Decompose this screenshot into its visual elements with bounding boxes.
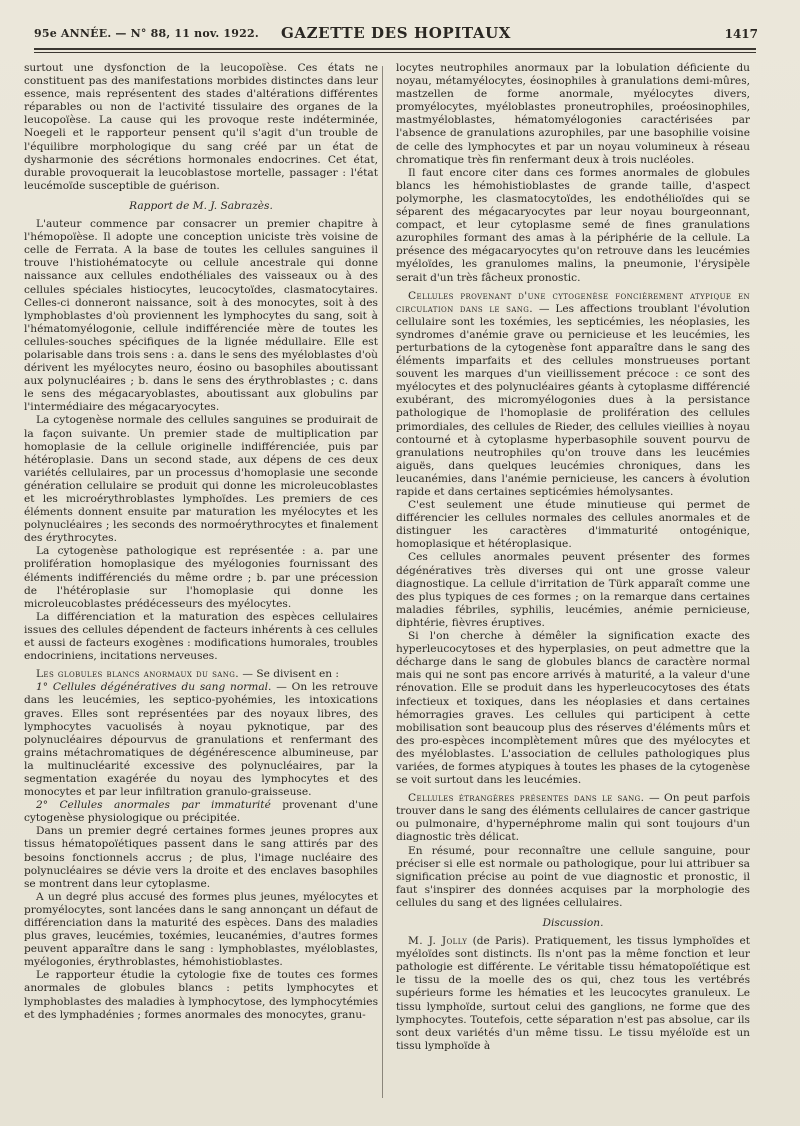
- paragraph: locytes neutrophiles anormaux par la lobulation déficiente du noyau, métamyélocytes, éosinophiles à granulations demi-mûres, mastzellen de forme anormale, myélocytes divers, promyélocytes, myéloblastes proneutrophiles, proéosinophiles, mastmyéloblastes, hématomyélogonies caractérisées par l'absence de granulations azurophiles, par une basophilie voisine de celle des lymphocytes et par un noyau volumineux à réseau chromatique très fin renfermant deux à trois nucléoles.: [396, 62, 750, 166]
- paragraph: Le rapporteur étudie la cytologie fixe de toutes ces formes anormales de globules blancs : petits lymphocytes et lymphoblastes des maladies à lymphocytose, des lymphocytémies et des lymphadénies ; formes anormales des monocytes, granu-: [24, 969, 378, 1021]
- paragraph: C'est seulement une étude minutieuse qui permet de différencier les cellules normales des cellules anormales et de distinguer les caractères d'immaturité ontogénique, homoplasique et hétéroplasique.: [396, 499, 750, 551]
- section-heading: Cellules étrangères présentes dans le sang.: [408, 792, 645, 805]
- page-number: 1417: [724, 27, 758, 41]
- paragraph: La différenciation et la maturation des espèces cellulaires issues des cellules dépendent de facteurs inhérents à ces cellules et aussi de facteurs exogènes : modifications humorales, troubles endocriniens, incitations nerveuses.: [24, 610, 378, 663]
- paragraph: Si l'on cherche à démêler la signification exacte des hyperleucocytoses et des hyperplasies, on peut admettre que la décharge dans le sang de globules blancs de caractère normal mais qui ne sont pas encore arrivés à maturité, a la valeur d'une rénovation. Elle se produit dans les hyperleucocytoses des états infectieux et toxiques, dans les néoplasies et dans certaines hémorragies graves. Les cellules qui participent à cette mobilisation sont beaucoup plus des réserves d'éléments mûrs et des pro-espèces incomplètement mûres que des myélocytes et des myéloblastes. L'association de cellules pathologiques plus variées, de formes atypiques à toutes les phases de la cytogenèse se voit surtout dans les leucémies.: [396, 630, 750, 787]
- paragraph: [396, 792, 750, 844]
- left-column: [24, 62, 378, 1022]
- paragraph-text: — On les retrouve dans les leucémies, les septico-pyohémies, les intoxications graves. Elles sont représentées par des noyaux libres, des lymphocytes vacuolisés à noyau pyknotique, par des polynucléaires dépourvus de granulations et renfermant des grains métachromatiques de dégénérescence albumineuse, par la multinucléarité excessive des polynucléaires, par la segmentation exagérée du noyau des lymphocytes et des monocytes et par leur infiltration granulo-graisseuse.: [24, 681, 378, 799]
- section-heading: Les globules blancs anormaux du sang.: [36, 668, 240, 681]
- section-heading: 1° Cellules dégénératives du sang normal.: [36, 681, 272, 694]
- paragraph: Il faut encore citer dans ces formes anormales de globules blancs les hémohistioblastes de grande taille, d'aspect polymorphe, les clasmatocytoïdes, les endothélioïdes qui se séparent des mégacaryocytes par leur noyau bourgeonnant, compact, et leur cytoplasme semé de fines granulations azurophiles formant des amas à la périphérie de la cellule. La présence des mégacaryocytes qu'on retrouve dans les leucémies myéloïdes, les granulomes malins, la pneumonie, l'érysipèle serait d'un très fâcheux pronostic.: [396, 166, 750, 284]
- paragraph-text: provenant d'une cytogenèse physiologique ou précipitée.: [24, 799, 378, 825]
- paragraph: [24, 668, 378, 681]
- header-rule-thick: [34, 48, 756, 50]
- section-subtitle: Discussion.: [542, 917, 604, 929]
- paragraph-text: (de Paris). Pratiquement, les tissus lymphoïdes et myéloïdes sont distincts. Ils n'ont pas la même fonction et leur pathologie est différente. Le véritable tissu hématopoïétique est le tissu de la moelle des os qui, chez tous les vertébrés supérieurs forme les hématies et les leucocytes granuleux. Le tissu lymphoïde, surtout celui des ganglions, ne forme que des lymphocytes. Toutefois, cette séparation n'est pas absolue, car ils sont deux variétés d'un même tissu. Le tissu myéloïde est un tissu lymphoïde à: [396, 935, 750, 1052]
- paragraph: [24, 681, 378, 799]
- right-column: [396, 62, 750, 1053]
- column-divider: [382, 66, 383, 1098]
- paragraph-text: — Se divisent en :: [239, 668, 339, 681]
- paragraph: Dans un premier degré certaines formes jeunes propres aux tissus hématopoïétiques passent dans le sang attirés par des besoins fonctionnels accrus ; de plus, l'image nucléaire des polynucléaires se dévie vers la droite et des enclaves basophiles se montrent dans leur cytoplasme.: [24, 825, 378, 890]
- header-rule-thin: [34, 52, 756, 53]
- paragraph: surtout une dysfonction de la leucopoïèse. Ces états ne constituent pas des manifestations morbides distinctes dans leur essence, mais représentent des stades d'altérations différentes réparables ou non de l'activité tissulaire des organes de la leucopoïèse. La cause qui les provoque reste indéterminée, Noegeli et le rapporteur pensent qu'il s'agit d'un trouble de l'équilibre morphologique du sang créé par un état de dysharmonie des sécrétions hormonales endocrines. Cet état, durable provoquerait la leucoblastose mortelle, passager : l'état leucémoïde susceptible de guérison.: [24, 62, 378, 192]
- paragraph-text: — On peut parfois trouver dans le sang des éléments cellulaires de cancer gastrique ou pulmonaire, d'hypernéphrome malin qui sont toujours d'un diagnostic très délicat.: [396, 792, 751, 844]
- speaker-name: M. J. Jolly: [408, 935, 468, 948]
- paragraph: [24, 799, 378, 825]
- paragraph: [396, 935, 750, 1053]
- paragraph: Ces cellules anormales peuvent présenter des formes dégénératives très diverses qui ont une grosse valeur diagnostique. La cellule d'irritation de Türk apparaît comme une des plus typiques de ces formes ; on la remarque dans certaines maladies fébriles, syphilis, leucémies, anémie pernicieuse, diphtérie, fièvres éruptives.: [396, 551, 750, 629]
- paragraph: L'auteur commence par consacrer un premier chapitre à l'hémopoïèse. Il adopte une conception uniciste très voisine de celle de Ferrata. A la base de toutes les cellules sanguines il trouve l'histiohématocyte ou cellule ancestrale qui donne naissance aux cellules endothéliales des vaisseaux ou à des cellules spéciales histiocytes, leucocytoïdes, clasmatocytaires. Celles-ci donneront naissance, soit à des monocytes, soit à des lymphoblastes d'où proviennent les lymphocytes du sang, soit à l'hématomyélogonie, cellule indifférenciée mère de toutes les cellules-souches spécifiques de la lignée médullaire. Elle est polarisable dans trois sens : a. dans le sens des myéloblastes d'où dérivent les myélocytes neuro, éosino ou basophiles aboutissant aux polynucléaires ; b. dans le sens des érythroblastes ; c. dans le sens des mégacaryoblastes, aboutissant aux globulins par l'intermédiaire des mégacaryocytes.: [24, 218, 378, 414]
- section-subtitle: Rapport de M. J. Sabrazès.: [129, 199, 273, 212]
- section-heading: Cellules provenant d'une cytogenèse foncièrement atypique en circulation dans le sang.: [396, 289, 750, 315]
- paragraph: En résumé, pour reconnaître une cellule sanguine, pour préciser si elle est normale ou pathologique, pour lui attribuer sa signification précise au point de vue diagnostic et pronostic, il faut s'inspirer des données acquises par la morphologie des cellules du sang et des lignées cellulaires.: [396, 844, 750, 909]
- paragraph: [396, 290, 750, 500]
- paragraph: La cytogenèse pathologique est représentée : a. par une prolifération homoplasique des myélogonies fournissant des éléments indifférenciés du même ordre ; b. par une précession de l'hétéroplasie sur l'homoplasie qui donne les microleucoblastes prédécesseurs des myélocytes.: [24, 545, 378, 610]
- paragraph: La cytogenèse normale des cellules sanguines se produirait de la façon suivante. Un premier stade de multiplication par homoplasie de la cellule originelle indifférenciée, puis par hétéroplasie. Dans un second stade, aux dépens de ces deux variétés cellulaires, par un processus d'homoplasie une seconde génération cellulaire se produit qui donne les microleucoblastes et les microérythroblastes lymphoïdes. Les premiers de ces éléments donnent ensuite par maturation les myélocytes et les polynucléaires ; les seconds des normoérythrocytes et finalement des érythrocytes.: [24, 414, 378, 545]
- journal-title: GAZETTE DES HOPITAUX: [280, 24, 511, 42]
- issue-info: 95e ANNÉE. — N° 88, 11 nov. 1922.: [34, 27, 259, 40]
- paragraph: A un degré plus accusé des formes plus jeunes, myélocytes et promyélocytes, sont lancées dans le sang annonçant un défaut de différenciation dans la maturité des espèces. Dans des maladies plus graves, leucémies, toxémies, leucanémies, d'autres formes peuvent apparaître dans le sang : lymphoblastes, myéloblastes, myélogonies, érythroblastes, hémohistioblastes.: [24, 890, 378, 969]
- running-header: [34, 22, 758, 46]
- section-heading: 2° Cellules anormales par immaturité: [36, 799, 271, 812]
- paragraph-text: — Les affections troublant l'évolution cellulaire sont les toxémies, les septicémies, les néoplasies, les syndromes d'anémie grave ou pernicieuse et les leucémies, les perturbations de la cytogenèse font apparaître dans le sang des éléments imparfaits et des cellules monstrueuses portant souvent les marques d'un vieillissement précoce : ce sont des myélocytes et des polynucléaires géants à cytoplasme différencié exubérant, des micromyélogonies dues à la persistance pathologique de l'homoplasie de prolifération des cellules primordiales, des cellules de Rieder, des cellules vieillies à noyau contourné et à cytoplasme hyperbasophile souvent pourvu de granulations neutrophiles qu'on trouve dans les leucémies aiguës, dans quelques leucémies chroniques, dans les leucanémies, dans l'anémie pernicieuse, les cancers à évolution rapide et dans certaines septicémies hémolysantes.: [396, 302, 750, 498]
